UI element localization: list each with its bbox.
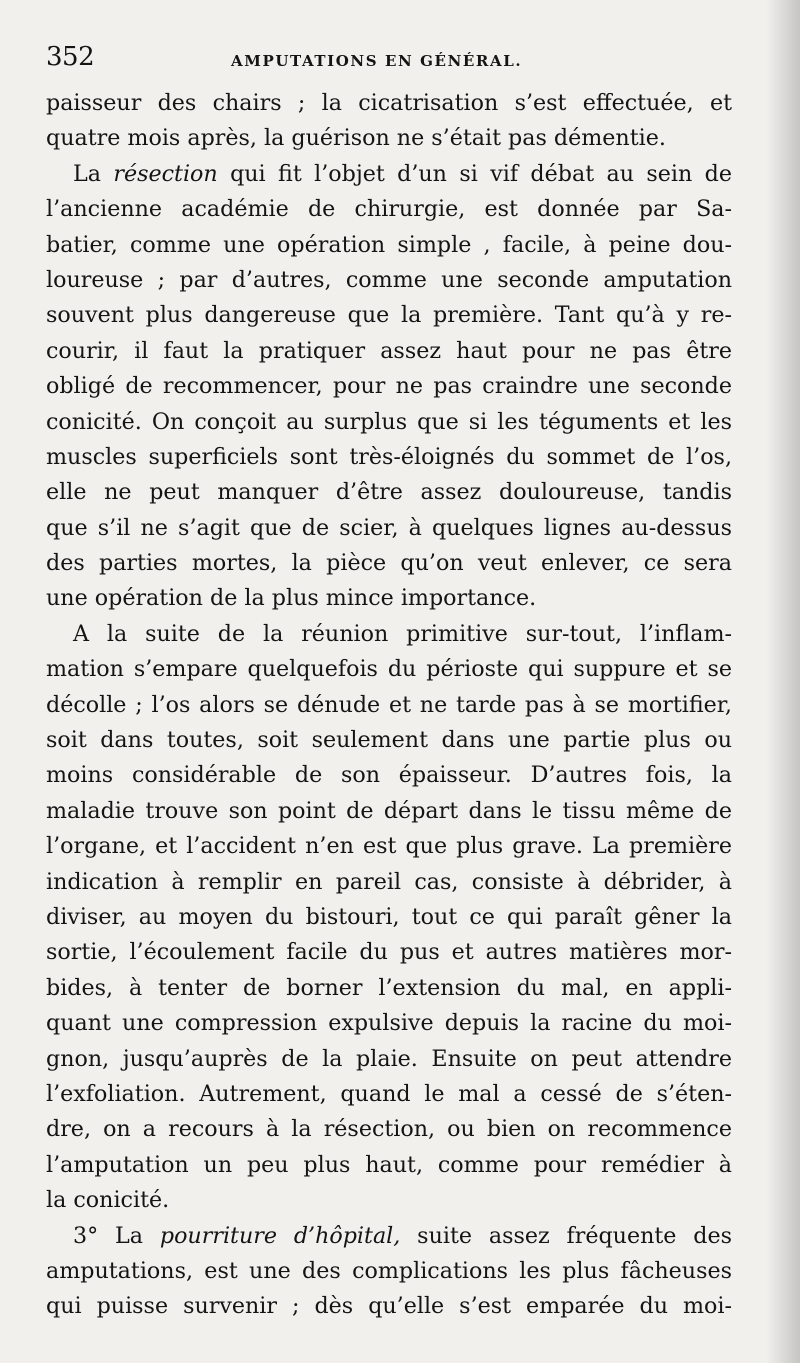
page-edge-shadow (766, 0, 800, 1363)
text-line: quant une compression expulsive depuis la racine du moi- (46, 1010, 732, 1037)
text-line: dre, on a recours à la résection, ou bien on recommence (46, 1116, 732, 1143)
text-line: batier, comme une opération simple , facile, à peine dou- (46, 231, 732, 258)
text-line: mation s’empare quelquefois du périoste qui suppure et se (46, 656, 732, 683)
text-line: courir, il faut la pratiquer assez haut pour ne pas être (46, 337, 732, 364)
text-line: sortie, l’écoulement facile du pus et autres matières mor- (46, 939, 732, 966)
text-segment: La (73, 160, 114, 187)
text-segment: 3° La (73, 1222, 160, 1249)
text-line: paisseur des chairs ; la cicatrisation s’est effectuée, et (46, 90, 732, 116)
text-line: l’exfoliation. Autrement, quand le mal a cessé de s’éten- (46, 1080, 732, 1107)
text-line (46, 1219, 732, 1254)
italic-term: résection (113, 160, 218, 187)
text-line (46, 157, 732, 192)
text-line: quatre mois après, la guérison ne s’était pas démentie. (46, 125, 666, 152)
text-line: loureuse ; par d’autres, comme une seconde amputation (46, 266, 732, 293)
text-line: gnon, jusqu’auprès de la plaie. Ensuite on peut attendre (46, 1045, 732, 1072)
text-line: bides, à tenter de borner l’extension du mal, en appli- (46, 974, 732, 1001)
text-line: conicité. On conçoit au surplus que si les téguments et les (46, 408, 732, 435)
text-line: moins considérable de son épaisseur. D’autres fois, la (46, 762, 732, 789)
running-head: AMPUTATIONS EN GÉNÉRAL. (231, 52, 523, 70)
text-segment: qui fit l’objet d’un si vif débat au sein de (217, 160, 733, 187)
text-line: des parties mortes, la pièce qu’on veut enlever, ce sera (46, 550, 732, 577)
text-line: soit dans toutes, soit seulement dans une partie plus ou (46, 727, 732, 754)
text-line: obligé de recommencer, pour ne pas craindre une seconde (46, 373, 732, 400)
text-line: la conicité. (46, 1187, 170, 1214)
text-line: amputations, est une des complications les plus fâcheuses (46, 1257, 732, 1284)
text-line: l’amputation un peu plus haut, comme pour remédier à (46, 1151, 732, 1178)
text-segment: suite assez fréquente des (400, 1222, 732, 1249)
italic-term: pourriture d’hôpital, (159, 1222, 401, 1249)
text-line: l’ancienne académie de chirurgie, est donnée par Sa- (46, 196, 732, 223)
text-line: muscles superficiels sont très-éloignés du sommet de l’os, (46, 443, 732, 470)
body-text (46, 86, 732, 1325)
text-line: maladie trouve son point de départ dans le tissu même de (46, 797, 732, 824)
text-line: elle ne peut manquer d’être assez douloureuse, tandis (46, 479, 732, 506)
text-line: souvent plus dangereuse que la première. Tant qu’à y re- (46, 302, 732, 329)
text-line: une opération de la plus mince importance. (46, 585, 537, 612)
text-line: que s’il ne s’agit que de scier, à quelques lignes au-dessus (46, 514, 732, 541)
text-line: décolle ; l’os alors se dénude et ne tarde pas à se mortifier, (46, 691, 732, 718)
text-line: indication à remplir en pareil cas, consiste à débrider, à (46, 868, 732, 895)
text-line: A la suite de la réunion primitive sur-tout, l’inflam- (73, 620, 732, 647)
text-line: l’organe, et l’accident n’en est que plus grave. La première (46, 833, 732, 860)
page-header (46, 38, 746, 78)
text-line: qui puisse survenir ; dès qu’elle s’est emparée du moi- (46, 1293, 732, 1320)
page-number: 352 (46, 42, 95, 72)
text-line: diviser, au moyen du bistouri, tout ce qui paraît gêner la (46, 903, 732, 930)
